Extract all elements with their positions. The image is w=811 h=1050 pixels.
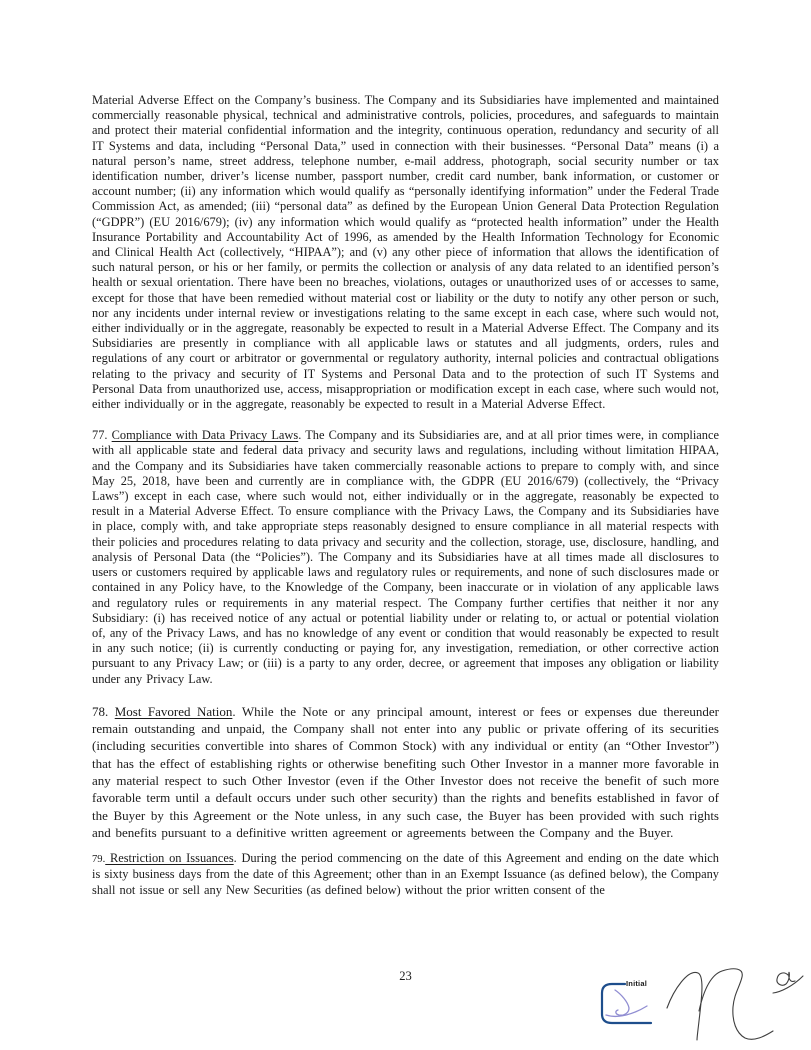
signature-mark-icon [660, 963, 810, 1043]
section-78-body: While the Note or any principal amount, interest or fees or expenses due thereunder remain outstanding and unpaid, the Company shall not enter into any public or private offering of its securities (including securities convertible into shares of Common Stock) with any individual or entity (an “Other Investor”) that has the effect of establishing rights or otherwise benefiting such Other Investor in a manner more favorable in any material respect to such Other Investor (even if the Other Investor does not receive the benefit of such more favorable term until a default occurs under such other security) than the rights and benefits established in favor of the Buyer by this Agreement or the Note unless, in any such case, the Buyer has been provided with such rights and benefits pursuant to a definitive written agreement or agreements between the Company and the Buyer. [92, 703, 720, 840]
initial-box-outline [602, 984, 651, 1023]
section-77-heading: Compliance with Data Privacy Laws [111, 428, 299, 443]
section-79-paragraph [92, 851, 719, 898]
section-79-heading: Restriction on Issuances [105, 851, 234, 866]
section-79-number: 79. [92, 854, 106, 866]
section-77-number: 77. [92, 428, 112, 443]
section-78-heading: Most Favored Nation [114, 703, 233, 719]
signature-stroke-3 [777, 972, 795, 985]
section-78-separator: . [232, 703, 242, 719]
section-77-body: The Company and its Subsidiaries are, and at all prior times were, in compliance with all applicable state and federal data privacy and security laws and regulations, including without limitation HIPAA, and the Company and its Subsidiaries have taken commercially reasonable actions to prepare to comply with, and since May 25, 2018, have been and currently are in compliance with, the GDPR (EU 2016/679) (collectively, the “Privacy Laws”) except in each case, where such would not, either individually or in the aggregate, reasonably be expected to result in a Material Adverse Effect. To ensure compliance with the Privacy Laws, the Company and its Subsidiaries have in place, comply with, and take appropriate steps reasonably designed to ensure compliance in all material respects with their policies and procedures relating to data privacy and security and the collection, storage, use, disclosure, handling, and analysis of Personal Data (the “Policies”). The Company and its Subsidiaries have at all times made all disclosures to users or customers required by applicable laws and regulatory rules or requirements, and none of such disclosures made or contained in any Policy have, to the Knowledge of the Company, been inaccurate or in violation of any applicable laws and regulatory rules or requirements in any material respect. The Company further certifies that neither it nor any Subsidiary: (i) has received notice of any actual or potential liability under or relating to, or actual or potential violation of, any of the Privacy Laws, and has no knowledge of any event or condition that would reasonably be expected to result in any such notice; (ii) is currently conducting or paying for, any investigation, remediation, or other corrective action pursuant to any Privacy Law; or (iii) is a party to any order, decree, or agreement that imposes any obligation or liability under any Privacy Law. [92, 428, 719, 686]
section-78-number: 78. [92, 703, 115, 719]
section-77-paragraph [92, 428, 719, 686]
section-78-paragraph [92, 703, 719, 841]
page-number: 23 [399, 969, 412, 983]
continuation-paragraph: Material Adverse Effect on the Company’s business. The Company and its Subsidiaries have implemented and maintained commercially reasonable physical, technical and administrative controls, policies, procedures, and safeguards to maintain and protect their material confidential information and the integrity, continuous operation, redundancy and security of all IT Systems and data, including “Personal Data,” used in connection with their businesses. “Personal Data” means (i) a natural person’s name, street address, telephone number, e-mail address, photograph, social security number or tax identification number, driver’s license number, passport number, credit card number, bank information, or customer or account number; (ii) any information which would qualify as “personally identifying information” under the Federal Trade Commission Act, as amended; (iii) “personal data” as defined by the European Union General Data Protection Regulation (“GDPR”) (EU 2016/679); (iv) any information which would qualify as “protected health information” under the Health Insurance Portability and Accountability Act of 1996, as amended by the Health Information Technology for Economic and Clinical Health Act (collectively, “HIPAA”); and (v) any other piece of information that allows the identification of such natural person, or his or her family, or permits the collection or analysis of any data related to an identified person’s health or sexual orientation. There have been no breaches, violations, outages or unauthorized uses of or accesses to same, except for those that have been remedied without material cost or liability or the duty to notify any other person or such, nor any incidents under internal review or investigations relating to the same except in each case, where such would not, either individually or in the aggregate, reasonably be expected to result in a Material Adverse Effect. The Company and its Subsidiaries are presently in compliance with all applicable laws or statutes and all judgments, orders, rules and regulations of any court or arbitrator or governmental or regulatory authority, internal policies and contractual obligations relating to the privacy and security of IT Systems and Personal Data and to the protection of such IT Systems and Personal Data from unauthorized use, access, misappropriation or modification except in each case, where such would not, either individually or in the aggregate, reasonably be expected to result in a Material Adverse Effect. [92, 93, 719, 412]
section-77-separator: . [298, 428, 306, 443]
signature-stroke-2 [699, 969, 773, 1040]
initial-mark-flourish-icon [606, 1006, 647, 1016]
section-79-separator: . [233, 851, 242, 866]
initial-field[interactable] [598, 978, 660, 1030]
initial-mark-icon [615, 990, 629, 1015]
signature-stroke-1 [667, 972, 702, 1040]
page-content [92, 93, 719, 898]
section-79-body: During the period commencing on the date of this Agreement and ending on the date which is sixty business days from the date of this Agreement; other than in an Exempt Issuance (as defined below), the Company shall not issue or sell any New Securities (as defined below) without the prior written consent of the [92, 851, 719, 897]
initial-field-label: Initial [626, 979, 647, 988]
